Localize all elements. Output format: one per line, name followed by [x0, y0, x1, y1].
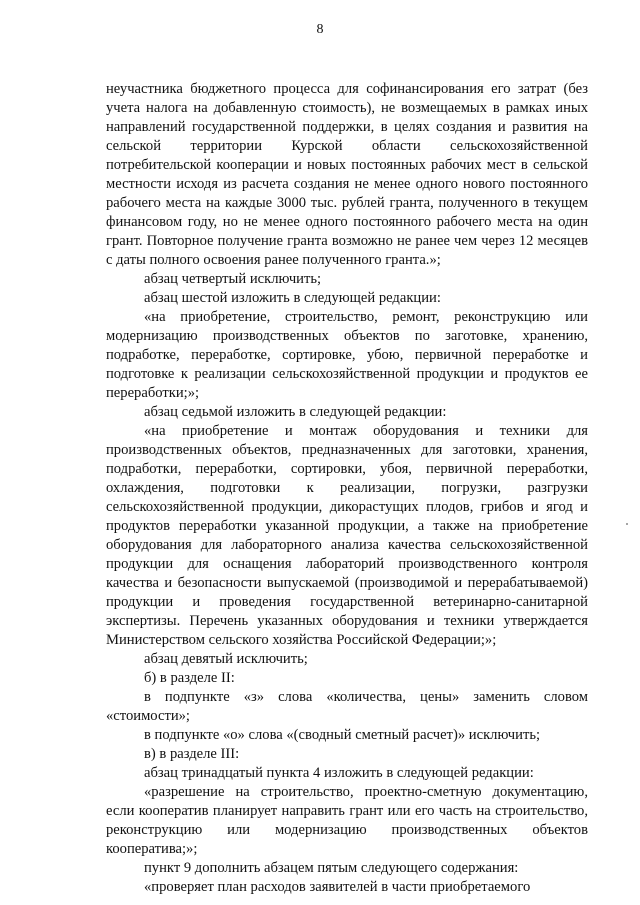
scan-speck: [626, 523, 628, 525]
paragraph: абзац четвертый исключить;: [144, 271, 322, 287]
paragraph: абзац седьмой изложить в следующей редакции:: [144, 404, 447, 420]
paragraph: «разрешение на строительство, проектно-сметную документацию, если кооператив планирует направить грант или его часть на строительство, реконструкцию или модернизацию производственных объектов кооператива;»;: [106, 784, 588, 857]
paragraph: абзац девятый исключить;: [144, 651, 308, 667]
document-body: [106, 80, 588, 897]
page-number: 8: [316, 22, 324, 37]
paragraph: неучастника бюджетного процесса для софинансирования его затрат (без учета налога на добавленную стоимость), не возмещаемых в рамках иных направлений государственной поддержки, в целях создания и развития на сельской территории Курской области сельскохозяйственной потребительской кооперации и новых постоянных рабочих мест в сельской местности исходя из расчета создания не менее одного нового постоянного рабочего места на каждые 3000 тыс. рублей гранта, полученного в текущем финансовом году, но не менее одного постоянного рабочего места на один грант. Повторное получение гранта возможно не ранее чем через 12 месяцев с даты полного освоения ранее полученного гранта.»;: [106, 81, 588, 268]
paragraph: «проверяет план расходов заявителей в части приобретаемого: [144, 879, 531, 895]
paragraph: б) в разделе II:: [144, 670, 235, 686]
paragraph: в подпункте «о» слова «(сводный сметный расчет)» исключить;: [144, 727, 541, 743]
paragraph: в) в разделе III:: [144, 746, 240, 762]
paragraph: «на приобретение, строительство, ремонт, реконструкцию или модернизацию производственных объектов по заготовке, хранению, подработке, переработке, сортировке, убою, первичной переработке и подготовке к реализации сельскохозяйственной продукции и продуктов ее переработки;»;: [106, 309, 588, 401]
paragraph: абзац тринадцатый пункта 4 изложить в следующей редакции:: [144, 765, 534, 781]
paragraph: абзац шестой изложить в следующей редакции:: [144, 290, 441, 306]
paragraph: пункт 9 дополнить абзацем пятым следующего содержания:: [144, 860, 519, 876]
paragraph: в подпункте «з» слова «количества, цены» заменить словом «стоимости»;: [106, 689, 588, 724]
paragraph: «на приобретение и монтаж оборудования и техники для производственных объектов, предназначенных для заготовки, хранения, подработки, переработки, сортировки, убоя, первичной переработки, охлаждения, подготовки к реализации, погрузки, разгрузки сельскохозяйственной продукции, дикорастущих плодов, грибов и ягод и продуктов переработки указанной продукции, а также на приобретение оборудования для лабораторного анализа качества сельскохозяйственной продукции для оснащения лабораторий производственного контроля качества и безопасности выпускаемой (производимой и перерабатываемой) продукции и проведения государственной ветеринарно-санитарной экспертизы. Перечень указанных оборудования и техники утверждается Министерством сельского хозяйства Российской Федерации;»;: [106, 423, 588, 648]
